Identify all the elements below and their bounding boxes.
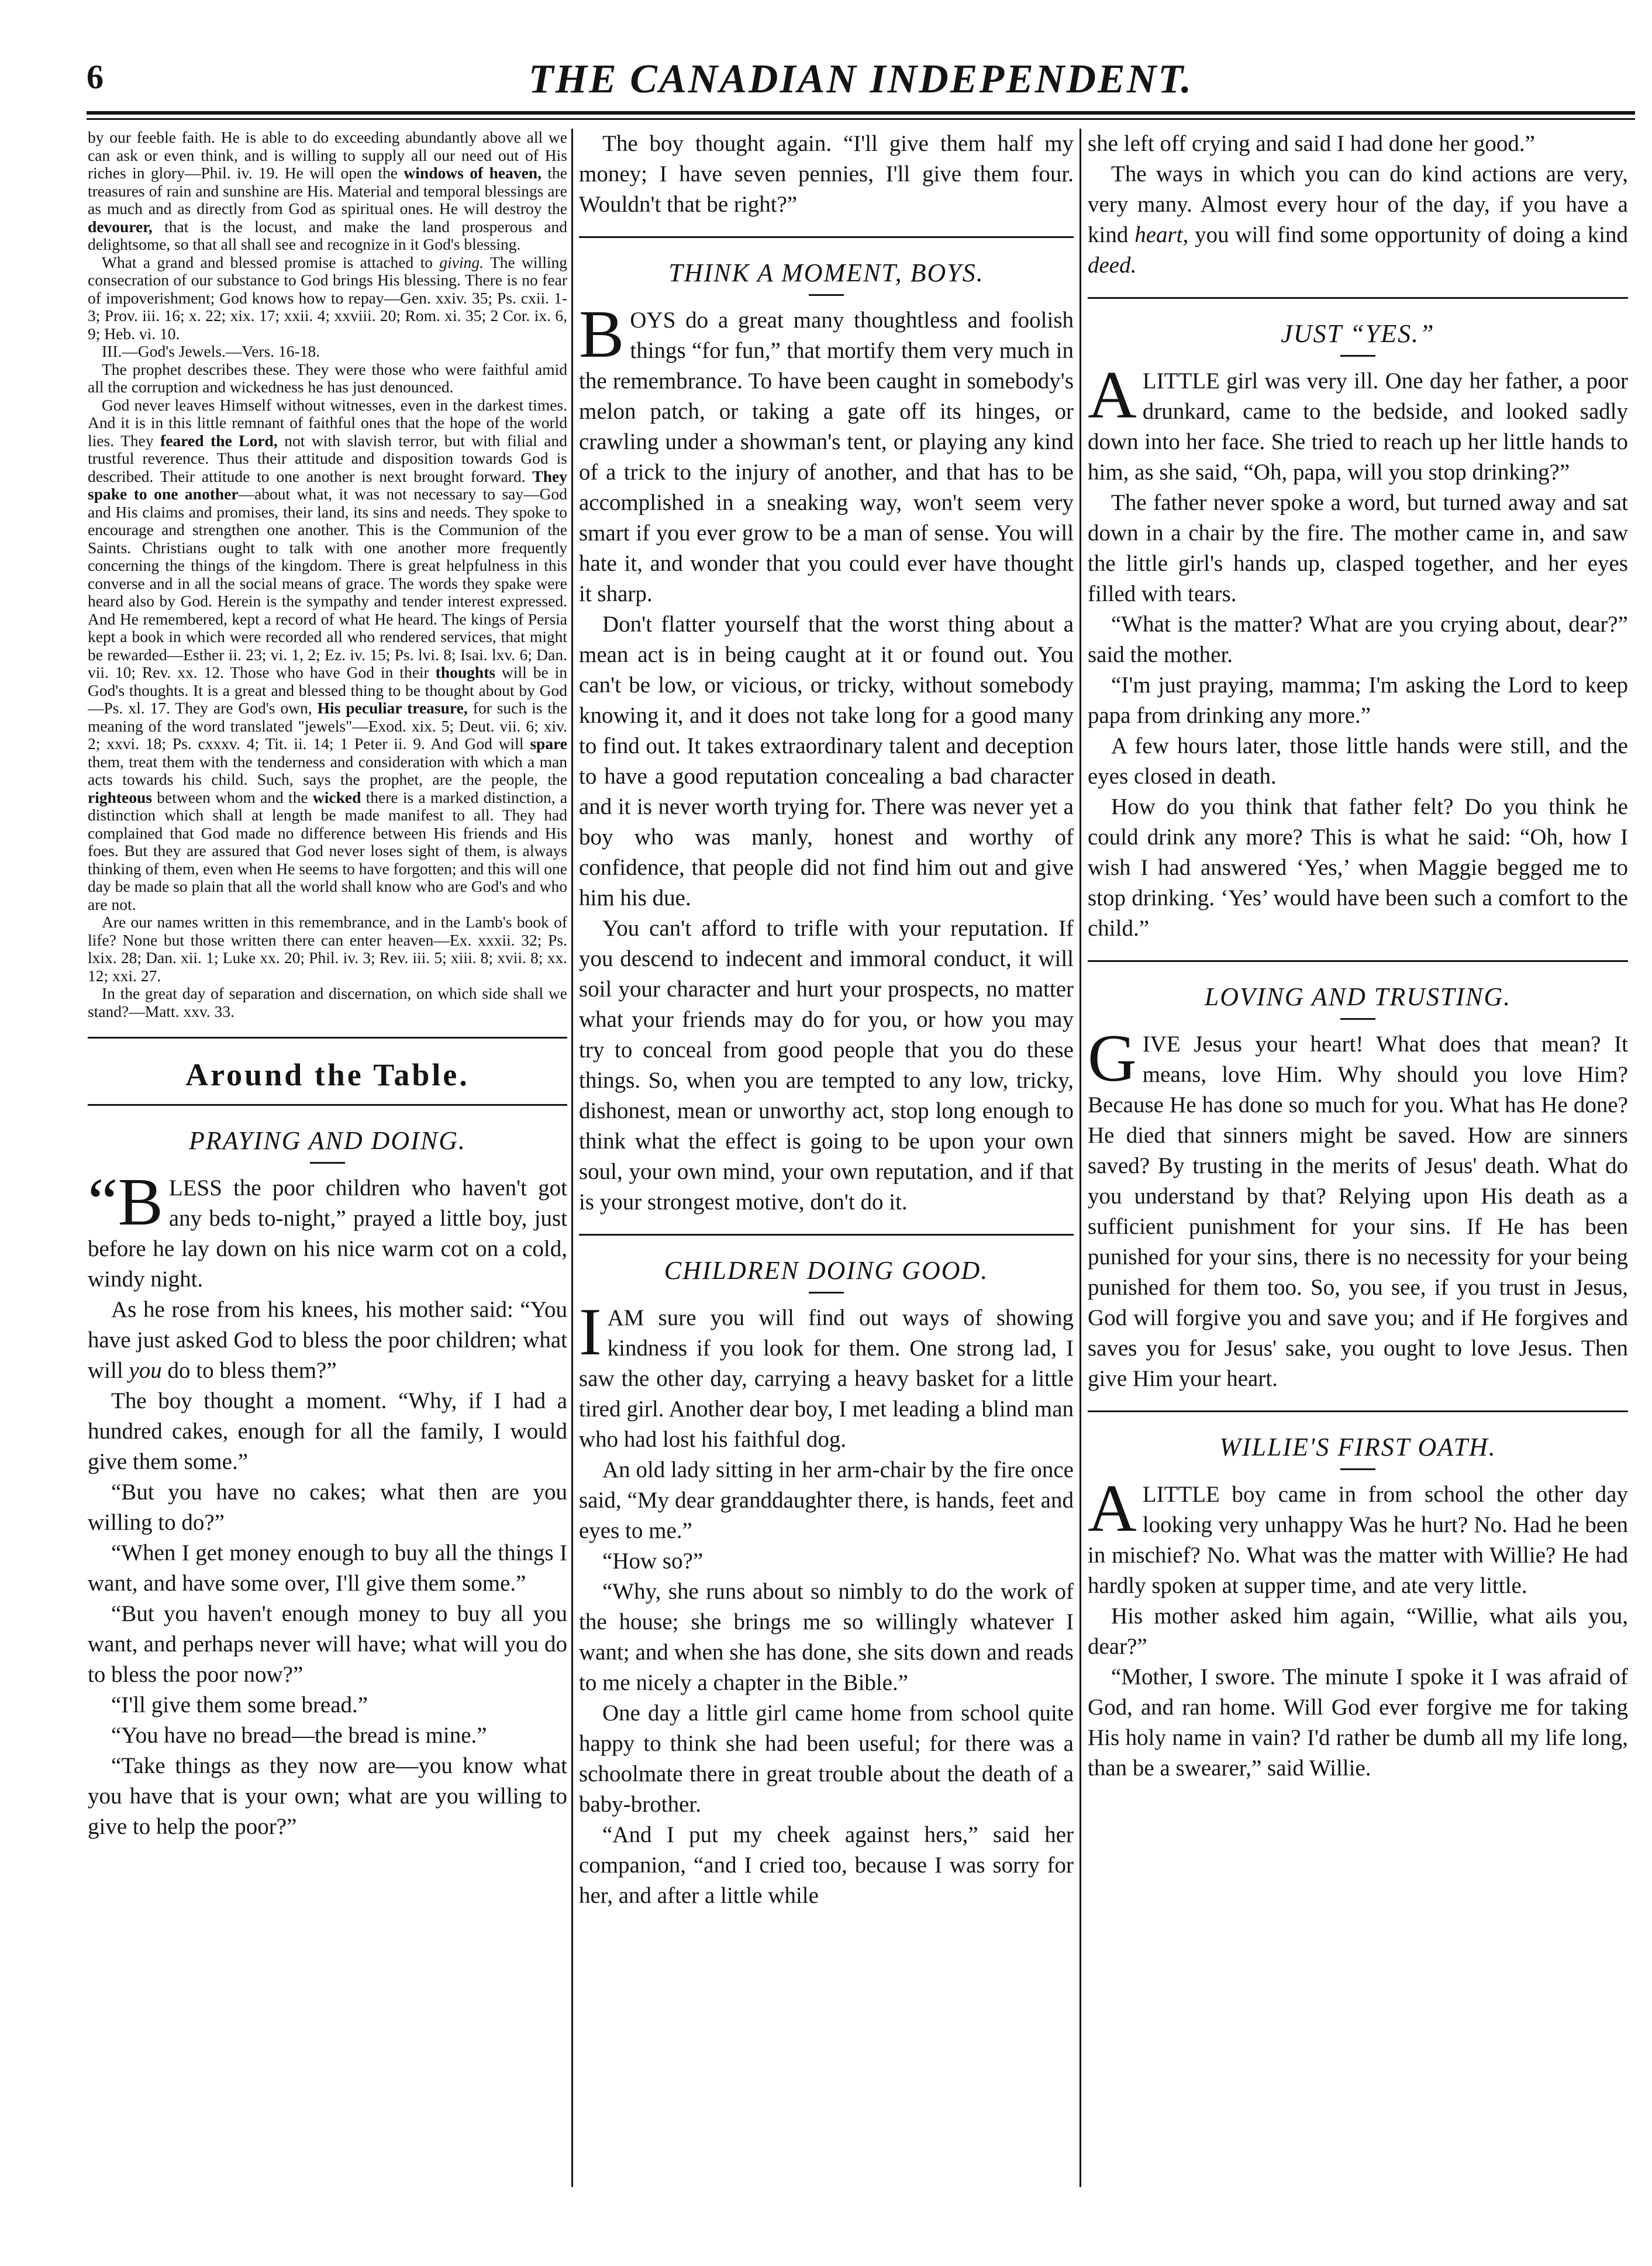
lesson-notes xyxy=(88,129,567,1020)
article-heading: WILLIE'S FIRST OATH. xyxy=(1219,1433,1496,1461)
section-rule xyxy=(88,1037,567,1039)
paragraph: As he rose from his knees, his mother said: “You have just asked God to bless the poor children; what will you do to bless them?” xyxy=(88,1297,567,1383)
paragraph: The prophet describes these. They were those who were faithful amid all the corruption and wickedness he has just denounced. xyxy=(88,360,567,396)
paragraph: One day a little girl came home from school quite happy to think she had been useful; for there was a schoolmate there in great trouble about the death of a baby-brother. xyxy=(579,1701,1074,1817)
heading-rule xyxy=(809,294,844,296)
paragraph: In the great day of separation and discernation, on which side shall we stand?—Matt. xxv. 33. xyxy=(88,984,567,1020)
paragraph: “What is the matter? What are you crying about, dear?” said the mother. xyxy=(1088,612,1628,667)
header-rule xyxy=(87,111,1635,115)
article-heading: JUST “YES.” xyxy=(1281,319,1435,348)
heading-rule xyxy=(809,1292,844,1294)
paragraph: “BLESS the poor children who haven't got any beds to-night,” prayed a little boy, just before he lay down on his nice warm cot on a cold, windy night. xyxy=(88,1165,567,1292)
heading-rule xyxy=(1340,355,1375,357)
paragraph: How do you think that father felt? Do you think he could drink any more? This is what he said: “Oh, how I wish I had answered ‘Yes,’ when Maggie begged me to stop drinking. ‘Yes’ would have been such a comfort to the child.” xyxy=(1088,794,1628,941)
article-children-doing-good xyxy=(579,1295,1074,1911)
paragraph: The boy thought a moment. “Why, if I had a hundred cakes, enough for all the family, I would give them some.” xyxy=(88,1388,567,1474)
column-3 xyxy=(1088,129,1628,2187)
drop-cap: “B xyxy=(88,1165,163,1240)
paragraph: The boy thought again. “I'll give them half my money; I have seven pennies, I'll give them four. Wouldn't that be right?” xyxy=(579,131,1074,217)
paragraph: The ways in which you can do kind actions are very, very many. Almost every hour of the day, if you have a kind heart, you will find some opportunity of doing a kind deed. xyxy=(1088,161,1628,278)
article-willies-first-oath xyxy=(1088,1471,1628,1784)
article-heading: THINK A MOMENT, BOYS. xyxy=(668,258,984,287)
paragraph: “How so?” xyxy=(602,1548,703,1574)
article-praying-and-doing xyxy=(88,1165,567,1842)
drop-cap: A xyxy=(1088,358,1137,433)
paragraph: “You have no bread—the bread is mine.” xyxy=(111,1723,487,1748)
publication-title: THE CANADIAN INDEPENDENT. xyxy=(528,57,1194,102)
article-heading: LOVING AND TRUSTING. xyxy=(1204,982,1512,1011)
paragraph: she left off crying and said I had done her good.” xyxy=(1088,131,1535,156)
heading-rule xyxy=(310,1162,345,1164)
header-rule-thin xyxy=(87,118,1635,120)
paragraph: IAM sure you will find out ways of showing kindness if you look for them. One strong lad, I saw the other day, carrying a heavy basket for a little tired girl. Another dear boy, I met leading a blind man who had lost his faithful dog. xyxy=(579,1295,1074,1452)
drop-cap: B xyxy=(579,297,625,372)
paragraph: God never leaves Himself without witnesses, even in the darkest times. And it is in this little remnant of faithful ones that the hope of the world lies. They feared the Lord, not with slavish terror, but with filial and trustful reverence. Thus their attitude and disposition towards God is described. Their attitude to one another is next brought forward. They spake to one another—about what, it was not necessary to say—God and His claims and promises, their land, its sins and needs. They spoke to encourage and strengthen one another. This is the Communion of the Saints. Christians ought to talk with one another more frequently concerning the things of the kingdom. There is great helpfulness in this converse and in all the social means of grace. The words they spake were heard also by God. Herein is the sympathy and tender interest expressed. And He remembered, kept a record of what He heard. The kings of Persia kept a book in which were recorded all who rendered services, that might be rewarded—Esther ii. 23; vi. 1, 2; Ez. iv. 15; Ps. lvi. 8; Isai. lxv. 6; Dan. vii. 10; Rev. xx. 12. Those who have God in their thoughts will be in God's thoughts. It is a great and blessed thing to be thought about by God—Ps. xl. 17. They are God's own, His peculiar treasure, for such is the meaning of the word translated "jewels"—Exod. xix. 5; Deut. vii. 6; xiv. 2; xxvi. 18; Ps. cxxxv. 4; Tit. ii. 14; 1 Peter ii. 9. And God will spare them, treat them with the tenderness and consideration with which a man acts towards his child. Such, says the prophet, are the people, the righteous between whom and the wicked there is a marked distinction, a distinction which shall at length be made manifest to all. They had complained that God made no difference between His friends and His foes. But they are assured that God never loses sight of them, is always thinking of them, even when He seems to have forgotten; and this will one day be made so plain that all the world shall know who are God's and who are not. xyxy=(88,395,567,913)
paragraph: “But you have no cakes; what then are you willing to do?” xyxy=(88,1479,567,1535)
section-rule xyxy=(88,1104,567,1106)
department-heading: Around the Table. xyxy=(185,1057,470,1092)
section-rule xyxy=(579,236,1074,238)
column-1 xyxy=(88,129,567,2187)
article-think-a-moment xyxy=(579,297,1074,1217)
paragraph: Don't flatter yourself that the worst thing about a mean act is in being caught at it or found out. You can't be low, or vicious, or tricky, without somebody knowing it, and it does not take long for a good many to find out. It takes extraordinary talent and deception to have a good reputation concealing a bad character and it is never worth trying for. There was never yet a boy who was manly, honest and worthy of confidence, that people did not find him out and give him his due. xyxy=(579,612,1074,910)
drop-cap: I xyxy=(579,1295,602,1370)
paragraph: “Mother, I swore. The minute I spoke it I was afraid of God, and ran home. Will God ever forgive me for taking His holy name in vain? I'd rather be dumb all my life long, than be a swearer,” said Willie. xyxy=(1088,1664,1628,1781)
heading-rule xyxy=(1340,1018,1375,1020)
article-just-yes xyxy=(1088,358,1628,944)
column-divider xyxy=(1080,129,1081,2187)
page-number: 6 xyxy=(87,58,104,96)
paragraph: His mother asked him again, “Willie, what ails you, dear?” xyxy=(1088,1603,1628,1659)
paragraph: “I'll give them some bread.” xyxy=(111,1692,368,1717)
paragraph: “I'm just praying, mamma; I'm asking the Lord to keep papa from drinking any more.” xyxy=(1088,672,1628,728)
paragraph: “Why, she runs about so nimbly to do the work of the house; she brings me so willingly whatever I want; and when she has done, she sits down and reads to me nicely a chapter in the Bible.” xyxy=(579,1579,1074,1695)
paragraph: The father never spoke a word, but turned away and sat down in a chair by the fire. The mother came in, and saw the little girl's hands up, clasped together, and her eyes filled with tears. xyxy=(1088,490,1628,606)
paragraph: You can't afford to trifle with your reputation. If you descend to indecent and immoral conduct, it will soil your character and hurt your prospects, no matter what your friends may do for you, or how you may try to conceal from good people that you do these things. So, when you are tempted to any low, tricky, dishonest, mean or unworthy act, stop long enough to think what the effect is going to be upon your own soul, your own mind, your own reputation, and if that is your strongest motive, don't do it. xyxy=(579,916,1074,1215)
paragraph: What a grand and blessed promise is attached to giving. The willing consecration of our substance to God brings His blessing. There is no fear of impoverishment; God knows how to repay—Gen. xxiv. 35; Ps. cxii. 1-3; Prov. iii. 16; x. 22; xix. 17; xxii. 4; xxviii. 20; Rom. xi. 35; 2 Cor. ix. 6, 9; Heb. vi. 10. xyxy=(88,253,567,343)
article-heading: PRAYING AND DOING. xyxy=(189,1126,466,1155)
paragraph: GIVE Jesus your heart! What does that mean? It means, love Him. Why should you love Him? Because He has done so much for you. What has He done? He died that sinners might be saved. How are sinners saved? By trusting in the merits of Jesus' death. What do you understand by that? Relying upon His death as a sufficient punishment for your sins. If He has been punished for your sins, there is no necessity for your being punished for them too. So, you see, if you trust in Jesus, God will forgive you and save you; and if He forgives and saves you for Jesus' sake, you ought to love Jesus. Then give Him your heart. xyxy=(1088,1021,1628,1391)
paragraph: “Take things as they now are—you know what you have that is your own; what are you willing to give to help the poor?” xyxy=(88,1753,567,1839)
paragraph: “And I put my cheek against hers,” said her companion, “and I cried too, because I was sorry for her, and after a little while xyxy=(579,1822,1074,1908)
article-continuation xyxy=(1088,129,1628,281)
paragraph: Are our names written in this remembrance, and in the Lamb's book of life? None but those written there can enter heaven—Ex. xxxii. 32; Ps. lxix. 28; Dan. xii. 1; Luke xx. 20; Phil. iv. 3; Rev. iii. 5; xiii. 8; xvii. 8; xx. 12; xxi. 27. xyxy=(88,913,567,985)
article-loving-and-trusting xyxy=(1088,1021,1628,1394)
paragraph: A few hours later, those little hands were still, and the eyes closed in death. xyxy=(1088,733,1628,789)
article-continuation xyxy=(579,129,1074,220)
paragraph: ALITTLE girl was very ill. One day her father, a poor drunkard, came to the bedside, and looked sadly down into her face. She tried to reach up her little hands to him, as she said, “Oh, papa, will you stop drinking?” xyxy=(1088,358,1628,485)
paragraph: “When I get money enough to buy all the things I want, and have some over, I'll give them some.” xyxy=(88,1540,567,1596)
drop-cap: G xyxy=(1088,1021,1137,1096)
paragraph: ALITTLE boy came in from school the other day looking very unhappy Was he hurt? No. Had he been in mischief? No. What was the matter with Willie? He had hardly spoken at supper time, and ate very little. xyxy=(1088,1471,1628,1598)
paragraph: “But you haven't enough money to buy all you want, and perhaps never will have; what will you do to bless the poor now?” xyxy=(88,1601,567,1687)
paragraph: BOYS do a great many thoughtless and foolish things “for fun,” that mortify them very much in the remembrance. To have been caught in somebody's melon patch, or taking a gate off its hinges, or crawling under a showman's tent, or playing any kind of a trick to the injury of another, and that has to be accomplished in a sneaking way, won't seem very smart if you ever grow to be a man of sense. You will hate it, and wonder that you could ever have thought it sharp. xyxy=(579,297,1074,606)
lesson-subheading: III.—God's Jewels.—Vers. 16-18. xyxy=(102,342,320,360)
section-rule xyxy=(579,1234,1074,1236)
page-header xyxy=(87,54,1635,106)
section-rule xyxy=(1088,1410,1628,1412)
section-rule xyxy=(1088,960,1628,962)
paragraph: An old lady sitting in her arm-chair by the fire once said, “My dear granddaughter there, is hands, feet and eyes to me.” xyxy=(579,1457,1074,1543)
paragraph: by our feeble faith. He is able to do exceeding abundantly above all we can ask or even think, and is willing to supply all our need out of His riches in glory—Phil. iv. 19. He will open the windows of heaven, the treasures of rain and sunshine are His. Material and temporal blessings are as much and as directly from God as spiritual ones. He will destroy the devourer, that is the locust, and make the land prosperous and delightsome, so that all shall see and recognize in it God's blessing. xyxy=(88,129,567,253)
drop-cap: A xyxy=(1088,1471,1137,1546)
section-rule xyxy=(1088,297,1628,299)
column-divider xyxy=(571,129,573,2187)
heading-rule xyxy=(1340,1468,1375,1470)
column-2 xyxy=(579,129,1074,2187)
article-heading: CHILDREN DOING GOOD. xyxy=(664,1256,989,1285)
